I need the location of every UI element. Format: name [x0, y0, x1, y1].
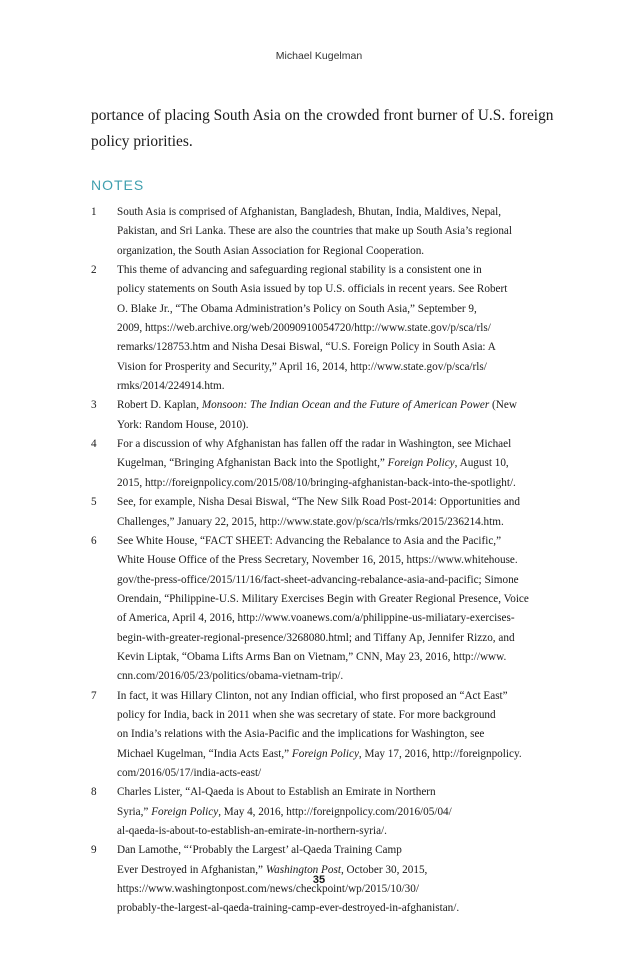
note-text: Kugelman, “Bringing Afghanistan Back into the Spotlight,”: [117, 457, 388, 470]
note-number: 7: [91, 689, 97, 702]
note-text: Pakistan, and Sri Lanka. These are also the countries that make up South Asia’s regional: [117, 225, 512, 238]
note-line: [117, 377, 556, 396]
note-line: [117, 435, 556, 454]
note-text: , May 4, 2016, http://foreignpolicy.com/2016/05/04/: [218, 805, 452, 818]
note-text: policy statements on South Asia issued by top U.S. officials in recent years. See Robert: [117, 283, 508, 296]
note-line: [117, 396, 556, 415]
note-text: See, for example, Nisha Desai Biswal, “The New Silk Road Post-2014: Opportunities and: [117, 496, 520, 509]
note-line: [117, 764, 556, 783]
note-text: York: Random House, 2010).: [117, 418, 249, 431]
note-line: [117, 822, 556, 841]
note-line: [117, 609, 556, 628]
note-line: [117, 474, 556, 493]
note-text: rmks/2014/224914.htm.: [117, 380, 225, 393]
note-item: [91, 532, 556, 687]
note-item: [91, 783, 556, 841]
note-text: com/2016/05/17/india-acts-east/: [117, 766, 262, 779]
note-line: [117, 338, 556, 357]
note-line: [117, 242, 556, 261]
note-line: [117, 629, 556, 648]
note-line: [117, 803, 556, 822]
note-item: [91, 261, 556, 396]
note-line: [117, 590, 556, 609]
note-text: Challenges,” January 22, 2015, http://www.state.gov/p/sca/rls/rmks/2015/236214.htm.: [117, 515, 504, 528]
note-line: [117, 300, 556, 319]
note-text: , August 10,: [454, 457, 509, 470]
note-text: (New: [489, 399, 517, 412]
note-line: [117, 745, 556, 764]
notes-heading: NOTES: [91, 177, 145, 193]
note-line: [117, 648, 556, 667]
note-text: In fact, it was Hillary Clinton, not any Indian official, who first proposed an “Act East”: [117, 689, 508, 702]
note-text: , May 17, 2016, http://foreignpolicy.: [358, 747, 522, 760]
note-text: Michael Kugelman, “India Acts East,”: [117, 747, 292, 760]
note-item: [91, 493, 556, 532]
note-line: [117, 203, 556, 222]
note-text: For a discussion of why Afghanistan has fallen off the radar in Washington, see Michael: [117, 438, 512, 451]
note-line: [117, 222, 556, 241]
note-line: [117, 454, 556, 473]
note-number: 2: [91, 264, 97, 277]
note-line: [117, 687, 556, 706]
note-text: on India’s relations with the Asia-Pacific and the implications for Washington, see: [117, 728, 485, 741]
note-line: [117, 706, 556, 725]
note-number: 3: [91, 399, 97, 412]
note-title-italic: Foreign Policy: [151, 805, 219, 818]
note-text: begin-with-greater-regional-presence/3268080.html; and Tiffany Ap, Jennifer Rizzo, and: [117, 631, 515, 644]
note-text: Vision for Prosperity and Security,” April 16, 2014, http://www.state.gov/p/sca/rls/: [117, 360, 487, 373]
note-line: [117, 783, 556, 802]
note-text: White House Office of the Press Secretary, November 16, 2015, https://www.whitehouse.: [117, 554, 518, 567]
note-text: Orendain, “Philippine-U.S. Military Exercises Begin with Greater Regional Presence, Voice: [117, 592, 529, 605]
note-text: cnn.com/2016/05/23/politics/obama-vietnam-trip/.: [117, 670, 344, 683]
note-text: Robert D. Kaplan,: [117, 399, 202, 412]
note-title-italic: Washington Post: [265, 863, 341, 876]
note-text: https://www.washingtonpost.com/news/checkpoint/wp/2015/10/30/: [117, 883, 419, 896]
note-item: [91, 396, 556, 435]
note-text: South Asia is comprised of Afghanistan, Bangladesh, Bhutan, India, Maldives, Nepal,: [117, 206, 502, 218]
intro-line: portance of placing South Asia on the crowded front burner of U.S. foreign: [91, 107, 554, 124]
intro-line: policy priorities.: [91, 133, 193, 150]
note-text: , October 30, 2015,: [340, 863, 428, 876]
note-text: policy for India, back in 2011 when she was secretary of state. For more background: [117, 708, 496, 721]
note-line: [117, 513, 556, 532]
note-text: probably-the-largest-al-qaeda-training-camp-ever-destroyed-in-afghanistan/.: [117, 902, 460, 915]
note-text: Charles Lister, “Al-Qaeda is About to Establish an Emirate in Northern: [117, 786, 436, 799]
note-line: [117, 571, 556, 590]
note-text: organization, the South Asian Association for Regional Cooperation.: [117, 244, 425, 257]
note-line: [117, 551, 556, 570]
page-number: 35: [312, 874, 326, 886]
note-line: [117, 532, 556, 551]
intro-paragraph: [91, 103, 553, 155]
note-number: 8: [91, 786, 97, 799]
note-number: 6: [91, 534, 97, 547]
note-text: See White House, “FACT SHEET: Advancing the Rebalance to Asia and the Pacific,”: [117, 534, 502, 547]
note-item: [91, 435, 556, 493]
note-title-italic: Foreign Policy: [291, 747, 359, 760]
note-line: [117, 319, 556, 338]
note-line: [117, 725, 556, 744]
running-header: Michael Kugelman: [275, 50, 363, 62]
note-text: remarks/128753.htm and Nisha Desai Biswal, “U.S. Foreign Policy in South Asia: A: [117, 341, 496, 354]
notes-list: [91, 203, 556, 919]
note-text: Kevin Liptak, “Obama Lifts Arms Ban on Vietnam,” CNN, May 23, 2016, http://www.: [117, 650, 507, 663]
note-item: [91, 687, 556, 784]
note-number: 4: [91, 438, 97, 451]
note-text: gov/the-press-office/2015/11/16/fact-sheet-advancing-rebalance-asia-and-pacific; Simone: [117, 573, 519, 586]
note-text: 2009, https://web.archive.org/web/20090910054720/http://www.state.gov/p/sca/rls/: [117, 322, 491, 335]
note-text: This theme of advancing and safeguarding regional stability is a consistent one in: [117, 264, 482, 277]
note-text: Dan Lamothe, “‘Probably the Largest’ al-Qaeda Training Camp: [117, 844, 402, 857]
note-number: 1: [91, 206, 97, 218]
note-line: [117, 841, 556, 860]
note-text: O. Blake Jr., “The Obama Administration’s Policy on South Asia,” September 9,: [117, 302, 477, 315]
note-line: [117, 667, 556, 686]
note-line: [117, 899, 556, 918]
note-title-italic: Foreign Policy: [387, 457, 455, 470]
note-text: Syria,”: [117, 805, 152, 818]
note-line: [117, 493, 556, 512]
note-text: al-qaeda-is-about-to-establish-an-emirate-in-northern-syria/.: [117, 825, 387, 837]
note-text: Ever Destroyed in Afghanistan,”: [117, 863, 266, 876]
note-line: [117, 261, 556, 280]
note-text: 2015, http://foreignpolicy.com/2015/08/10/bringing-afghanistan-back-into-the-spotlight/.: [117, 476, 516, 489]
note-line: [117, 280, 556, 299]
note-line: [117, 358, 556, 377]
note-text: of America, April 4, 2016, http://www.voanews.com/a/philippine-us-miliatary-exercises-: [117, 612, 515, 625]
note-title-italic: Monsoon: The Indian Ocean and the Future of American Power: [201, 399, 490, 412]
note-number: 9: [91, 844, 97, 857]
note-line: [117, 416, 556, 435]
note-number: 5: [91, 496, 97, 509]
note-item: [91, 203, 556, 261]
